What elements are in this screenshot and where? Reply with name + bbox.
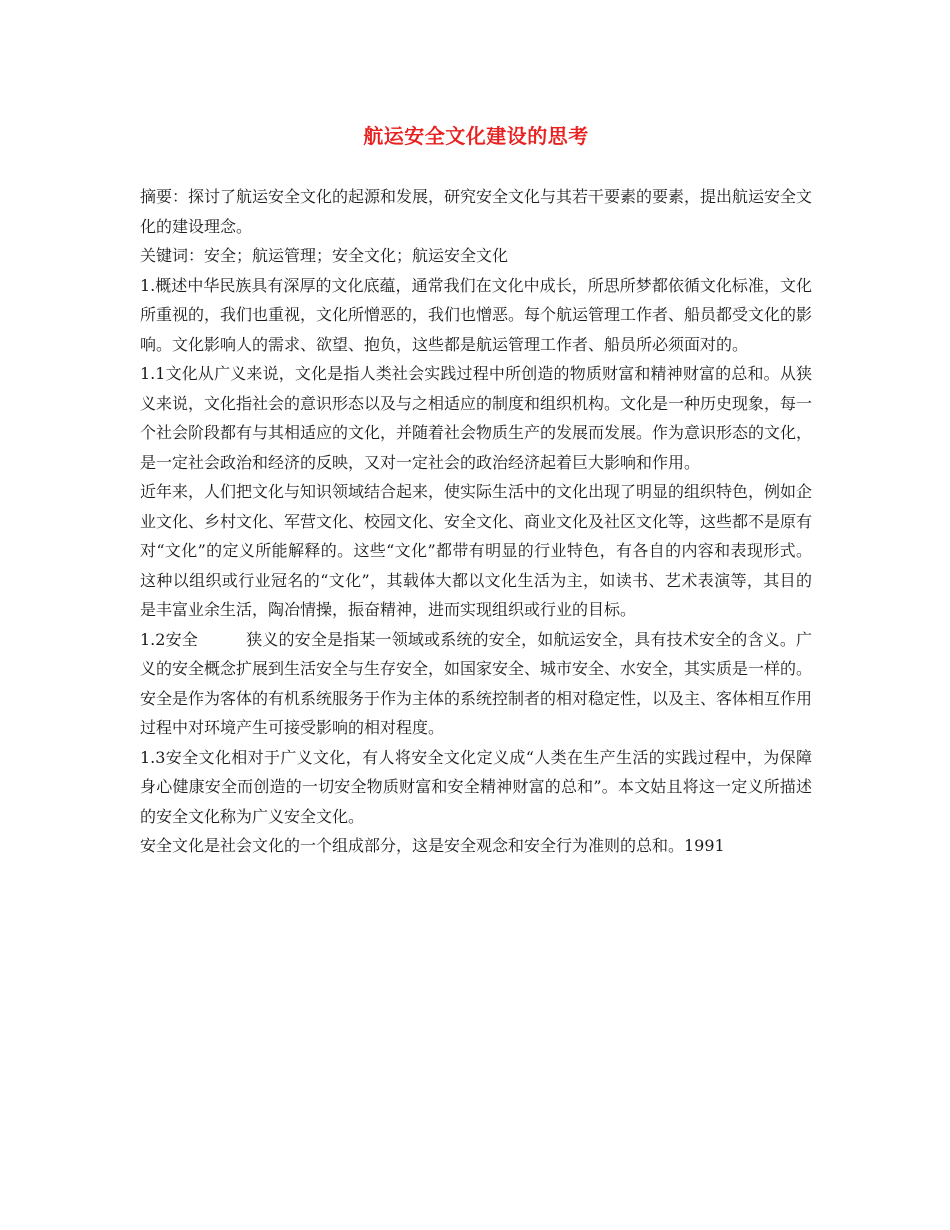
section-1-2-paragraph [140, 625, 812, 743]
safety-culture-paragraph: 安全文化是社会文化的一个组成部分，这是安全观念和安全行为准则的总和。1991 [140, 836, 725, 855]
section-1-paragraph: 1.概述中华民族具有深厚的文化底蕴，通常我们在文化中成长，所思所梦都依循文化标准，文化所重视的，我们也重视，文化所憎恶的，我们也憎恶。每个航运管理工作者、船员都受文化的影响。文化影响人的需求、欲望、抱负，这些都是航运管理工作者、船员所必须面对的。 [140, 275, 813, 354]
section-1-2-text: 狭义的安全是指某一领域或系统的安全，如航运安全，具有技术安全的含义。广义的安全概念扩展到生活安全与生存安全，如国家安全、城市安全、水安全，其实质是一样的。安全是作为客体的有机系统服务于作为主体的系统控制者的相对稳定性，以及主、客体相互作用过程中对环境产生可接受影响的相对程度。 [140, 629, 813, 737]
document-body [140, 182, 812, 861]
keywords-paragraph: 关键词：安全；航运管理；安全文化；航运安全文化 [140, 246, 509, 265]
organization-culture-paragraph: 近年来，人们把文化与知识领域结合起来，使实际生活中的文化出现了明显的组织特色，例如企业文化、乡村文化、军营文化、校园文化、安全文化、商业文化及社区文化等，这些都不是原有对“文化”的定义所能解释的。这些“文化”都带有明显的行业特色，有各自的内容和表现形式。这种以组织或行业冠名的“文化”，其载体大都以文化生活为主，如读书、艺术表演等，其目的是丰富业余生活，陶冶情操，振奋精神，进而实现组织或行业的目标。 [140, 482, 813, 619]
section-1-3-paragraph: 1.3安全文化相对于广义文化，有人将安全文化定义成“人类在生产生活的实践过程中，为保障身心健康安全而创造的一切安全物质财富和安全精神财富的总和”。本文姑且将这一定义所描述的安全文化称为广义安全文化。 [140, 747, 812, 826]
section-1-2-heading: 1.2安全 [140, 629, 198, 649]
section-1-1-paragraph: 1.1文化从广义来说，文化是指人类社会实践过程中所创造的物质财富和精神财富的总和。从狭义来说，文化指社会的意识形态以及与之相适应的制度和组织机构。文化是一种历史现象，每一个社会阶段都有与其相适应的文化，并随着社会物质生产的发展而发展。作为意识形态的文化，是一定社会政治和经济的反映，又对一定社会的政治经济起着巨大影响和作用。 [140, 364, 813, 472]
document-title: 航运安全文化建设的思考 [363, 124, 589, 148]
abstract-paragraph: 摘要：探讨了航运安全文化的起源和发展，研究安全文化与其若干要素的要素，提出航运安全文化的建设理念。 [140, 187, 813, 236]
